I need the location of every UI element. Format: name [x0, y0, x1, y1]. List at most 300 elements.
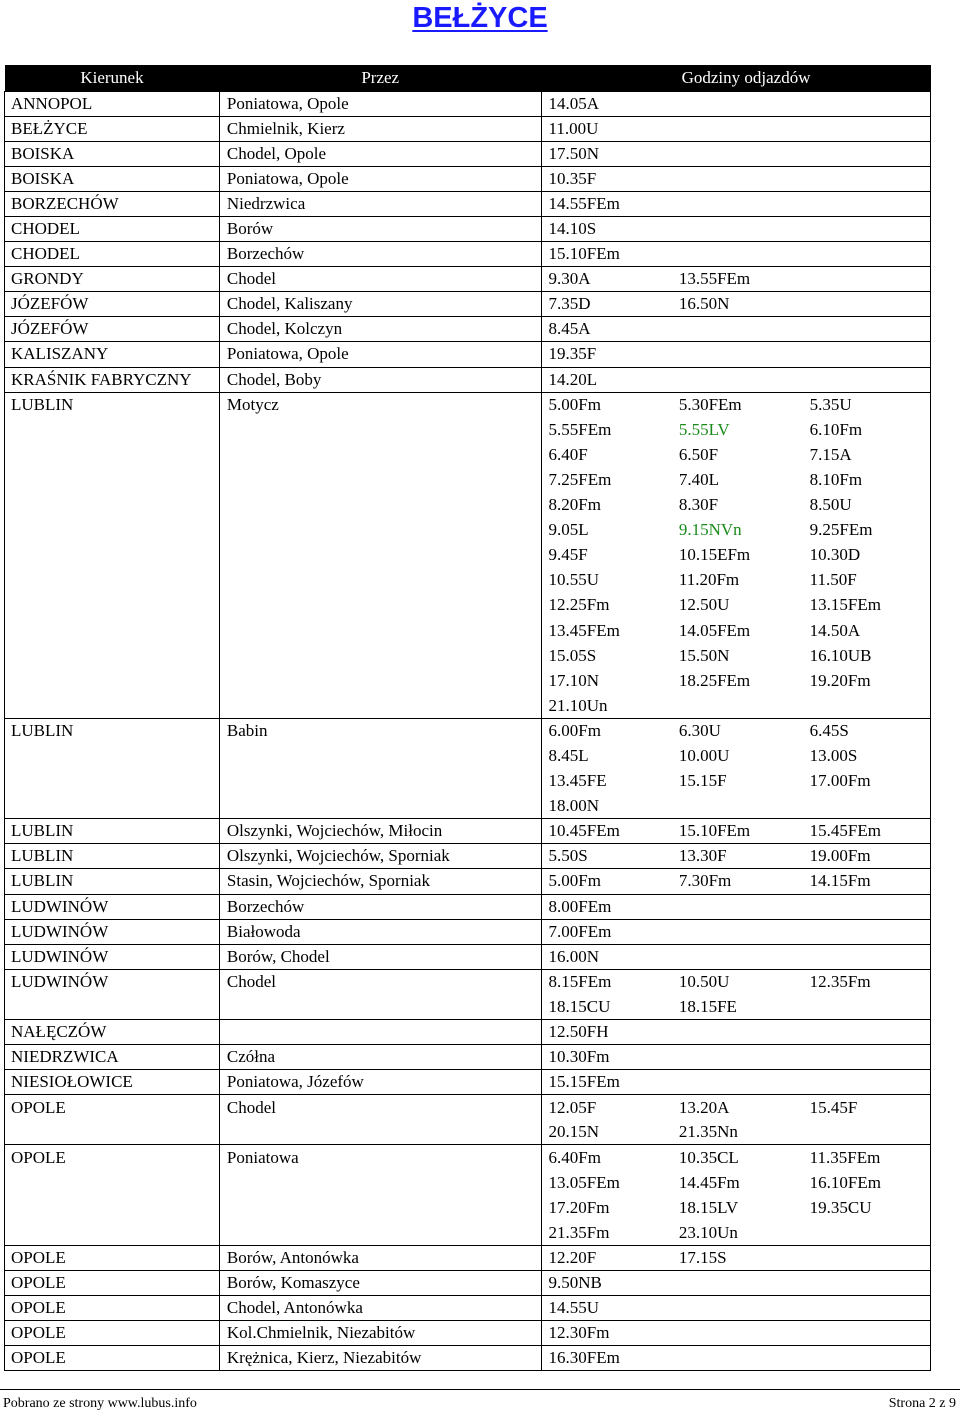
departure-time-cell [803, 1220, 931, 1245]
table-row [5, 769, 931, 794]
departure-time-cell: 10.00U [678, 745, 730, 765]
via-cell [219, 442, 541, 467]
table-row [5, 1296, 931, 1321]
via-cell [219, 794, 541, 819]
departure-time-cell [803, 292, 931, 317]
departure-time-cell [672, 693, 803, 718]
table-row [5, 919, 931, 944]
via-cell [219, 568, 541, 593]
via-cell [219, 1019, 541, 1044]
destination-cell: KALISZANY [5, 342, 220, 367]
destination-cell: ANNOPOL [5, 91, 220, 116]
departure-time-cell: 8.45A [541, 317, 672, 342]
departure-time-cell: 15.45FEm [803, 819, 931, 844]
via-cell [219, 1195, 541, 1220]
table-row [5, 342, 931, 367]
departure-time-cell [803, 91, 931, 116]
table-row [5, 543, 931, 568]
departure-time-cell: 15.15FEm [541, 1070, 672, 1095]
destination-cell [5, 417, 220, 442]
destination-cell: BEŁŻYCE [5, 116, 220, 141]
via-cell [219, 467, 541, 492]
via-cell: Chodel [219, 969, 541, 994]
departure-time-cell: 12.20F [541, 1245, 672, 1270]
departure-time-cell: 12.50U [678, 595, 730, 615]
departure-time-cell: 5.35U [803, 392, 931, 417]
departure-time-cell: 7.40L [678, 469, 719, 489]
departure-time-cell: 13.00S [803, 743, 931, 768]
departure-time-cell: 15.10FEm [541, 242, 672, 267]
departure-time-cell: 14.15Fm [803, 869, 931, 894]
via-cell [219, 417, 541, 442]
destination-cell: LUDWINÓW [5, 969, 220, 994]
destination-cell: LUBLIN [5, 844, 220, 869]
departure-time-cell: 17.15S [672, 1245, 803, 1270]
departure-time-cell [672, 191, 803, 216]
destination-cell: BORZECHÓW [5, 191, 220, 216]
departure-time-cell: 13.45FE [541, 769, 672, 794]
table-row [5, 668, 931, 693]
via-cell: Poniatowa, Opole [219, 91, 541, 116]
departure-time-cell: 15.45F [803, 1095, 931, 1120]
table-row [5, 944, 931, 969]
footer-source: Pobrano ze strony www.lubus.info [3, 1396, 197, 1411]
via-cell: Chodel [219, 267, 541, 292]
departure-time-cell: 14.50A [803, 618, 931, 643]
table-row [5, 467, 931, 492]
destination-cell [5, 593, 220, 618]
destination-cell: OPOLE [5, 1296, 220, 1321]
departure-time-cell: 17.00Fm [803, 769, 931, 794]
via-cell: Czółna [219, 1045, 541, 1070]
destination-cell: OPOLE [5, 1346, 220, 1371]
departure-time-cell: 10.35CL [672, 1145, 803, 1170]
departure-time-cell: 16.10UB [803, 643, 931, 668]
via-cell: Poniatowa, Opole [219, 166, 541, 191]
destination-cell [5, 618, 220, 643]
departure-time-cell [803, 367, 931, 392]
departure-time-cell [803, 116, 931, 141]
departure-time-cell: 6.10Fm [803, 417, 931, 442]
via-cell: Borów, Antonówka [219, 1245, 541, 1270]
table-row [5, 568, 931, 593]
departure-time-cell: 7.25FEm [541, 467, 672, 492]
destination-cell: NIEDRZWICA [5, 1045, 220, 1070]
departure-time-cell: 14.20L [541, 367, 672, 392]
departure-time-cell [803, 1045, 931, 1070]
via-cell: Poniatowa, Opole [219, 342, 541, 367]
destination-cell: LUDWINÓW [5, 919, 220, 944]
table-row [5, 267, 931, 292]
via-cell: Motycz [219, 392, 541, 417]
via-cell: Chodel, Kaliszany [219, 292, 541, 317]
departure-time-cell: 17.20Fm [541, 1195, 672, 1220]
column-header-przez: Przez [361, 67, 400, 87]
departure-time-cell: 5.55LV [678, 419, 730, 439]
destination-cell [5, 1120, 220, 1145]
table-row [5, 819, 931, 844]
departure-time-cell: 6.00Fm [541, 718, 672, 743]
via-cell [219, 668, 541, 693]
departure-time-cell [672, 1019, 803, 1044]
destination-cell: JÓZEFÓW [5, 317, 220, 342]
table-row [5, 1095, 931, 1120]
departure-time-cell: 12.25Fm [541, 593, 672, 618]
table-row [5, 1321, 931, 1346]
departure-time-cell: 16.10FEm [803, 1170, 931, 1195]
departure-time-cell: 10.35F [541, 166, 672, 191]
destination-cell [5, 693, 220, 718]
via-cell: Babin [219, 718, 541, 743]
departure-time-cell: 9.50NB [541, 1270, 672, 1295]
departure-time-cell: 11.35FEm [803, 1145, 931, 1170]
table-row [5, 994, 931, 1019]
departure-time-cell: 8.15FEm [541, 969, 672, 994]
departure-time-cell [803, 919, 931, 944]
destination-cell: LUBLIN [5, 869, 220, 894]
departure-time-cell: 17.50N [541, 141, 672, 166]
via-cell [219, 769, 541, 794]
departure-time-cell: 7.15A [803, 442, 931, 467]
destination-cell: LUBLIN [5, 819, 220, 844]
table-row [5, 693, 931, 718]
via-cell: Borów [219, 216, 541, 241]
table-row [5, 618, 931, 643]
table-row [5, 417, 931, 442]
departure-time-cell: 19.00Fm [803, 844, 931, 869]
departure-time-cell: 5.30FEm [672, 392, 803, 417]
destination-cell: CHODEL [5, 242, 220, 267]
departure-time-cell [672, 1270, 803, 1295]
table-row [5, 593, 931, 618]
departure-time-cell: 5.55FEm [541, 417, 672, 442]
departure-time-cell [803, 242, 931, 267]
departure-time-cell [803, 693, 931, 718]
via-cell [219, 593, 541, 618]
table-row [5, 493, 931, 518]
destination-cell: KRAŚNIK FABRYCZNY [5, 367, 220, 392]
destination-cell [5, 994, 220, 1019]
table-row [5, 367, 931, 392]
departure-time-cell: 9.30A [541, 267, 672, 292]
destination-cell: CHODEL [5, 216, 220, 241]
departure-time-cell: 8.45L [541, 743, 672, 768]
departure-time-cell: 13.05FEm [541, 1170, 672, 1195]
timetable-body [5, 91, 931, 1371]
departure-time-cell: 7.35D [541, 292, 672, 317]
departure-time-cell [672, 141, 803, 166]
destination-cell [5, 518, 220, 543]
table-row [5, 166, 931, 191]
departure-time-cell [803, 317, 931, 342]
departure-time-cell: 16.00N [541, 944, 672, 969]
destination-cell: LUBLIN [5, 392, 220, 417]
destination-cell [5, 1170, 220, 1195]
table-row [5, 1070, 931, 1095]
table-row [5, 1045, 931, 1070]
departure-time-cell [803, 1270, 931, 1295]
destination-cell [5, 769, 220, 794]
destination-cell: BOISKA [5, 166, 220, 191]
departure-time-cell: 9.45F [541, 543, 672, 568]
departure-time-cell: 16.30FEm [541, 1346, 672, 1371]
departure-time-cell: 21.35Nn [678, 1122, 738, 1142]
departure-time-cell: 6.40Fm [541, 1145, 672, 1170]
departure-time-cell: 12.35Fm [803, 969, 931, 994]
table-row [5, 1170, 931, 1195]
departure-time-cell: 8.20Fm [541, 493, 672, 518]
departure-time-cell: 10.55U [541, 568, 672, 593]
departure-time-cell: 11.50F [803, 568, 931, 593]
table-row [5, 1346, 931, 1371]
table-row [5, 116, 931, 141]
departure-time-cell [672, 91, 803, 116]
departure-time-cell: 21.10Un [541, 693, 672, 718]
departure-time-cell: 12.30Fm [541, 1321, 672, 1346]
departure-time-cell: 10.15EFm [678, 545, 751, 565]
departure-time-cell [672, 919, 803, 944]
table-row [5, 743, 931, 768]
departure-time-cell [803, 1321, 931, 1346]
departure-time-cell: 8.00FEm [541, 894, 672, 919]
table-row [5, 518, 931, 543]
table-row [5, 242, 931, 267]
destination-cell [5, 668, 220, 693]
departure-time-cell [803, 1346, 931, 1371]
departure-time-cell: 9.15NVn [678, 520, 742, 540]
table-row [5, 1195, 931, 1220]
table-row [5, 392, 931, 417]
departure-time-cell: 12.05F [541, 1095, 672, 1120]
departure-time-cell: 13.30F [672, 844, 803, 869]
departure-time-cell: 13.15FEm [803, 593, 931, 618]
via-cell: Chmielnik, Kierz [219, 116, 541, 141]
table-row [5, 216, 931, 241]
via-cell: Borzechów [219, 242, 541, 267]
departure-time-cell [803, 191, 931, 216]
destination-cell: NIESIOŁOWICE [5, 1070, 220, 1095]
table-row [5, 1145, 931, 1170]
departure-time-cell: 6.40F [541, 442, 672, 467]
departure-time-cell [672, 242, 803, 267]
page-footer [0, 1389, 960, 1417]
destination-cell [5, 794, 220, 819]
table-row [5, 869, 931, 894]
destination-cell [5, 442, 220, 467]
departure-time-cell: 13.20A [672, 1095, 803, 1120]
destination-cell: JÓZEFÓW [5, 292, 220, 317]
departure-time-cell: 11.00U [541, 116, 672, 141]
table-row [5, 292, 931, 317]
departure-time-cell [803, 267, 931, 292]
departure-time-cell: 17.10N [541, 668, 672, 693]
departure-time-cell: 15.50N [678, 645, 730, 665]
destination-cell: NAŁĘCZÓW [5, 1019, 220, 1044]
column-header-kierunek: Kierunek [80, 67, 144, 87]
departure-time-cell: 15.10FEm [672, 819, 803, 844]
departure-time-cell: 14.05A [541, 91, 672, 116]
departure-time-cell: 14.10S [541, 216, 672, 241]
via-cell [219, 994, 541, 1019]
destination-cell [5, 1220, 220, 1245]
departure-time-cell: 12.50FH [541, 1019, 672, 1044]
via-cell [219, 1120, 541, 1145]
departure-time-cell: 13.45FEm [541, 618, 672, 643]
table-row [5, 1270, 931, 1295]
destination-cell: OPOLE [5, 1245, 220, 1270]
departure-time-cell: 8.50U [803, 493, 931, 518]
departure-time-cell: 18.25FEm [678, 670, 751, 690]
destination-cell: OPOLE [5, 1095, 220, 1120]
departure-time-cell: 10.45FEm [541, 819, 672, 844]
departure-time-cell [672, 1346, 803, 1371]
via-cell: Krężnica, Kierz, Niezabitów [219, 1346, 541, 1371]
departure-time-cell: 9.25FEm [803, 518, 931, 543]
via-cell [219, 618, 541, 643]
table-row [5, 1220, 931, 1245]
departure-time-cell [672, 166, 803, 191]
departure-time-cell [672, 116, 803, 141]
via-cell: Olszynki, Wojciechów, Miłocin [219, 819, 541, 844]
departure-time-cell [803, 944, 931, 969]
destination-cell: GRONDY [5, 267, 220, 292]
table-row [5, 844, 931, 869]
departure-time-cell: 20.15N [541, 1120, 672, 1145]
via-cell [219, 493, 541, 518]
page-title: BEŁŻYCE [412, 2, 548, 34]
departure-time-cell: 8.10Fm [803, 467, 931, 492]
table-header-row [5, 65, 931, 91]
destination-cell: OPOLE [5, 1145, 220, 1170]
departure-time-cell: 16.50N [672, 292, 803, 317]
table-row [5, 141, 931, 166]
departure-time-cell [672, 794, 803, 819]
destination-cell: LUDWINÓW [5, 894, 220, 919]
departure-time-cell: 6.45S [803, 718, 931, 743]
departure-time-cell [803, 994, 931, 1019]
departure-time-cell: 14.55FEm [541, 191, 672, 216]
departure-time-cell: 18.15FE [678, 996, 737, 1016]
table-row [5, 643, 931, 668]
departure-time-cell [672, 1045, 803, 1070]
via-cell: Białowoda [219, 919, 541, 944]
destination-cell [5, 643, 220, 668]
departure-time-cell: 18.15CU [541, 994, 672, 1019]
via-cell: Borów, Komaszyce [219, 1270, 541, 1295]
departure-time-cell [803, 794, 931, 819]
via-cell [219, 693, 541, 718]
departure-time-cell [672, 367, 803, 392]
destination-cell [5, 543, 220, 568]
departure-time-cell: 10.30Fm [541, 1045, 672, 1070]
via-cell [219, 643, 541, 668]
timetable [4, 65, 931, 1371]
departure-time-cell: 10.30D [803, 543, 931, 568]
departure-time-cell: 10.50U [672, 969, 803, 994]
departure-time-cell: 19.20Fm [803, 668, 931, 693]
table-row [5, 317, 931, 342]
departure-time-cell: 5.50S [541, 844, 672, 869]
via-cell: Chodel, Antonówka [219, 1296, 541, 1321]
destination-cell [5, 1195, 220, 1220]
table-row [5, 442, 931, 467]
destination-cell [5, 467, 220, 492]
departure-time-cell [803, 166, 931, 191]
departure-time-cell: 15.15F [678, 771, 727, 791]
departure-time-cell [803, 216, 931, 241]
table-row [5, 191, 931, 216]
via-cell: Chodel [219, 1095, 541, 1120]
departure-time-cell [803, 1070, 931, 1095]
departure-time-cell: 8.30F [678, 495, 719, 515]
via-cell: Chodel, Boby [219, 367, 541, 392]
departure-time-cell: 11.20Fm [678, 570, 740, 590]
destination-cell: OPOLE [5, 1270, 220, 1295]
table-row [5, 894, 931, 919]
departure-time-cell [672, 1070, 803, 1095]
destination-cell [5, 493, 220, 518]
via-cell: Poniatowa [219, 1145, 541, 1170]
via-cell [219, 1220, 541, 1245]
via-cell: Niedrzwica [219, 191, 541, 216]
via-cell: Chodel, Kolczyn [219, 317, 541, 342]
table-row [5, 1245, 931, 1270]
via-cell: Borów, Chodel [219, 944, 541, 969]
via-cell [219, 543, 541, 568]
departure-time-cell [672, 944, 803, 969]
departure-time-cell [672, 1296, 803, 1321]
destination-cell: OPOLE [5, 1321, 220, 1346]
departure-time-cell: 23.10Un [678, 1222, 738, 1242]
table-row [5, 794, 931, 819]
via-cell: Borzechów [219, 894, 541, 919]
via-cell [219, 743, 541, 768]
departure-time-cell: 21.35Fm [541, 1220, 672, 1245]
departure-time-cell: 5.00Fm [541, 392, 672, 417]
table-row [5, 969, 931, 994]
destination-cell: LUDWINÓW [5, 944, 220, 969]
departure-time-cell: 9.05L [541, 518, 672, 543]
departure-time-cell: 6.30U [672, 718, 803, 743]
departure-time-cell [803, 894, 931, 919]
departure-time-cell [803, 141, 931, 166]
departure-time-cell: 14.05FEm [678, 620, 751, 640]
destination-cell: LUBLIN [5, 718, 220, 743]
table-row [5, 91, 931, 116]
departure-time-cell [803, 1296, 931, 1321]
footer-page-number: Strona 2 z 9 [888, 1396, 956, 1411]
via-cell: Chodel, Opole [219, 141, 541, 166]
destination-cell [5, 568, 220, 593]
departure-time-cell [803, 342, 931, 367]
via-cell: Kol.Chmielnik, Niezabitów [219, 1321, 541, 1346]
via-cell [219, 518, 541, 543]
departure-time-cell: 7.30Fm [672, 869, 803, 894]
departure-time-cell: 14.55U [541, 1296, 672, 1321]
departure-time-cell: 15.05S [541, 643, 672, 668]
via-cell [219, 1170, 541, 1195]
departure-time-cell: 6.50F [678, 444, 719, 464]
via-cell: Stasin, Wojciechów, Sporniak [219, 869, 541, 894]
departure-time-cell: 19.35F [541, 342, 672, 367]
departure-time-cell: 18.00N [541, 794, 672, 819]
departure-time-cell [803, 1019, 931, 1044]
table-row [5, 1019, 931, 1044]
departure-time-cell: 14.45Fm [678, 1172, 740, 1192]
departure-time-cell: 13.55FEm [672, 267, 803, 292]
departure-time-cell [672, 317, 803, 342]
destination-cell [5, 743, 220, 768]
